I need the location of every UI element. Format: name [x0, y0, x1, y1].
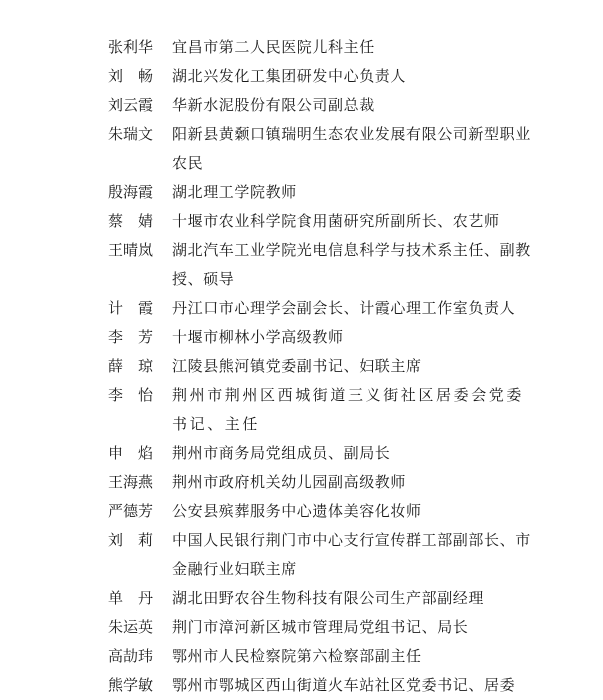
list-item: [0, 207, 603, 236]
person-title: 鄂州市鄂城区西山街道火车站社区党委书记、居委: [172, 676, 516, 694]
person-title: 丹江口市心理学会副会长、计霞心理工作室负责人: [172, 299, 516, 317]
person-title: 阳新县黄颡口镇瑞明生态农业发展有限公司新型职业农民: [172, 125, 531, 172]
list-item: [0, 352, 603, 381]
honoree-list: [0, 33, 603, 700]
person-title: 华新水泥股份有限公司副总裁: [172, 96, 375, 114]
person-title: 湖北理工学院教师: [172, 183, 297, 201]
list-item: [0, 120, 603, 178]
list-item: [0, 91, 603, 120]
person-title: 宜昌市第二人民医院儿科主任: [172, 38, 375, 56]
person-name: 朱运英: [108, 618, 154, 636]
person-name: 刘云霞: [108, 96, 154, 114]
person-name: 申焰: [108, 444, 169, 462]
list-item: [0, 33, 603, 62]
person-name: 单丹: [108, 589, 169, 607]
person-name: 薛琼: [108, 357, 169, 375]
person-title: 荆门市漳河新区城市管理局党组书记、局长: [172, 618, 469, 636]
person-name: 张利华: [108, 38, 154, 56]
person-title: 荆州市政府机关幼儿园副高级教师: [172, 473, 407, 491]
person-title: 中国人民银行荆门市中心支行宣传群工部副部长、市金融行业妇联主席: [172, 531, 531, 578]
list-item: [0, 613, 603, 642]
list-item: [0, 323, 603, 352]
person-name: 王晴岚: [108, 241, 154, 259]
person-title: 鄂州市人民检察院第六检察部副主任: [172, 647, 422, 665]
list-item: [0, 439, 603, 468]
list-item: [0, 584, 603, 613]
list-item: [0, 62, 603, 91]
person-name: 殷海霞: [108, 183, 154, 201]
list-item: [0, 468, 603, 497]
person-name: 刘畅: [108, 67, 169, 85]
list-item: [0, 497, 603, 526]
person-title: 湖北田野农谷生物科技有限公司生产部副经理: [172, 589, 485, 607]
list-item: [0, 671, 603, 700]
person-title: 荆州市商务局党组成员、副局长: [172, 444, 391, 462]
person-name: 朱瑞文: [108, 125, 154, 143]
person-title: 十堰市农业科学院食用菌研究所副所长、农艺师: [172, 212, 500, 230]
person-name: 刘莉: [108, 531, 169, 549]
list-item: [0, 526, 603, 584]
person-name: 李怡: [108, 386, 169, 404]
person-name: 王海燕: [108, 473, 154, 491]
list-item: [0, 236, 603, 294]
person-name: 计霞: [108, 299, 169, 317]
list-item: [0, 642, 603, 671]
person-name: 严德芳: [108, 502, 154, 520]
person-title: 公安县殡葬服务中心遗体美容化妆师: [172, 502, 422, 520]
person-title: 湖北兴发化工集团研发中心负责人: [172, 67, 407, 85]
list-item: [0, 381, 603, 439]
list-item: [0, 294, 603, 323]
person-title: 湖北汽车工业学院光电信息科学与技术系主任、副教授、硕导: [172, 241, 531, 288]
person-name: 熊学敏: [108, 676, 154, 694]
person-title: 江陵县熊河镇党委副书记、妇联主席: [172, 357, 422, 375]
list-item: [0, 178, 603, 207]
person-title: 荆州市荆州区西城街道三义街社区居委会党委书记、主任: [172, 386, 525, 433]
person-name: 李芳: [108, 328, 169, 346]
person-name: 高劼玮: [108, 647, 154, 665]
person-name: 蔡婧: [108, 212, 169, 230]
person-title: 十堰市柳林小学高级教师: [172, 328, 344, 346]
